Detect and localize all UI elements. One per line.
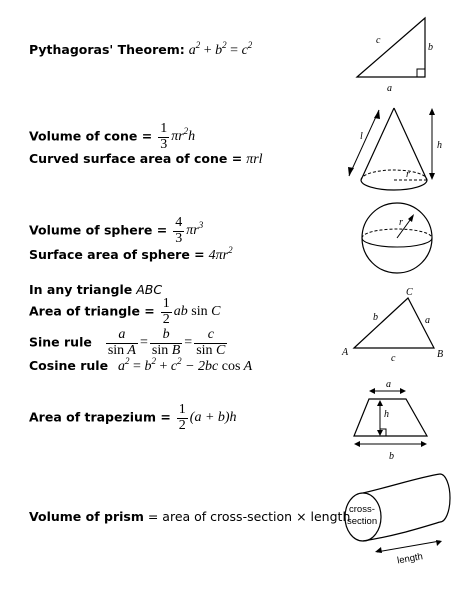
trapezium-label-b: b: [389, 451, 394, 462]
right-triangle-label-b: b: [428, 42, 433, 53]
prism-label: Volume of prism: [29, 509, 144, 524]
triangle-vertex-A: A: [342, 347, 349, 358]
sphere-surface-label: Surface area of sphere =: [29, 247, 205, 262]
right-triangle-label-a: a: [387, 83, 392, 94]
prism-formula: = area of cross-section × length: [147, 509, 351, 524]
triangle-heading-var: ABC: [136, 282, 163, 297]
cosine-rule-label: Cosine rule: [29, 358, 109, 373]
triangle-side-c: c: [391, 353, 396, 364]
triangle-side-a: a: [425, 315, 430, 326]
right-triangle-label-c: c: [376, 35, 381, 46]
trapezium-label-a: a: [386, 379, 391, 390]
triangle-heading: In any triangle: [29, 282, 133, 297]
cone-label-l: l: [360, 131, 363, 142]
trapezium-label-h: h: [384, 409, 389, 420]
trapezium-formula: $\frac{1}{2}$ (a + b)h: [178, 402, 237, 433]
cone-surface-label: Curved surface area of cone =: [29, 151, 243, 166]
sine-rule-label: Sine rule: [29, 334, 92, 350]
sine-rule-formula: $\frac{a}{\text{sin A}}$ = $\frac{b}{\text{sin B}}$ = $\frac{c}{\text{sin C}}$: [107, 327, 226, 358]
pythagoras-label: Pythagoras' Theorem:: [29, 42, 185, 57]
trapezium-label: Area of trapezium =: [29, 409, 171, 425]
triangle-vertex-C: C: [406, 287, 413, 298]
cone-volume-label: Volume of cone =: [29, 128, 153, 144]
prism-cross-label-2: section: [347, 516, 378, 527]
pythagoras-formula: $a^2 + b^2 = c^2$: [188, 40, 253, 58]
triangle-side-b: b: [373, 312, 378, 323]
cosine-rule-formula: $a^2 = b^2 + c^2 - 2bc$ cos A: [118, 356, 253, 374]
triangle-area-label: Area of triangle =: [29, 303, 155, 319]
sphere-volume-formula: $\frac{4}{3}$ $\pi r^3$: [175, 215, 204, 246]
triangle-vertex-B: B: [437, 349, 444, 360]
sphere-surface-formula: $4\pi r^2$: [208, 245, 233, 263]
sphere-volume-label: Volume of sphere =: [29, 222, 168, 238]
cone-label-r: r: [406, 169, 410, 180]
cone-surface-formula: πrl: [246, 152, 263, 167]
sphere-label-r: r: [399, 217, 403, 228]
triangle-area-formula: $\frac{1}{2}$ ab sin C: [162, 296, 221, 327]
cone-volume-formula: $\frac{1}{3}$ $\pi r^2h$: [160, 121, 196, 152]
prism-length-label: length: [396, 551, 424, 567]
cone-label-h: h: [437, 140, 442, 151]
prism-cross-label-1: cross-: [349, 504, 375, 515]
